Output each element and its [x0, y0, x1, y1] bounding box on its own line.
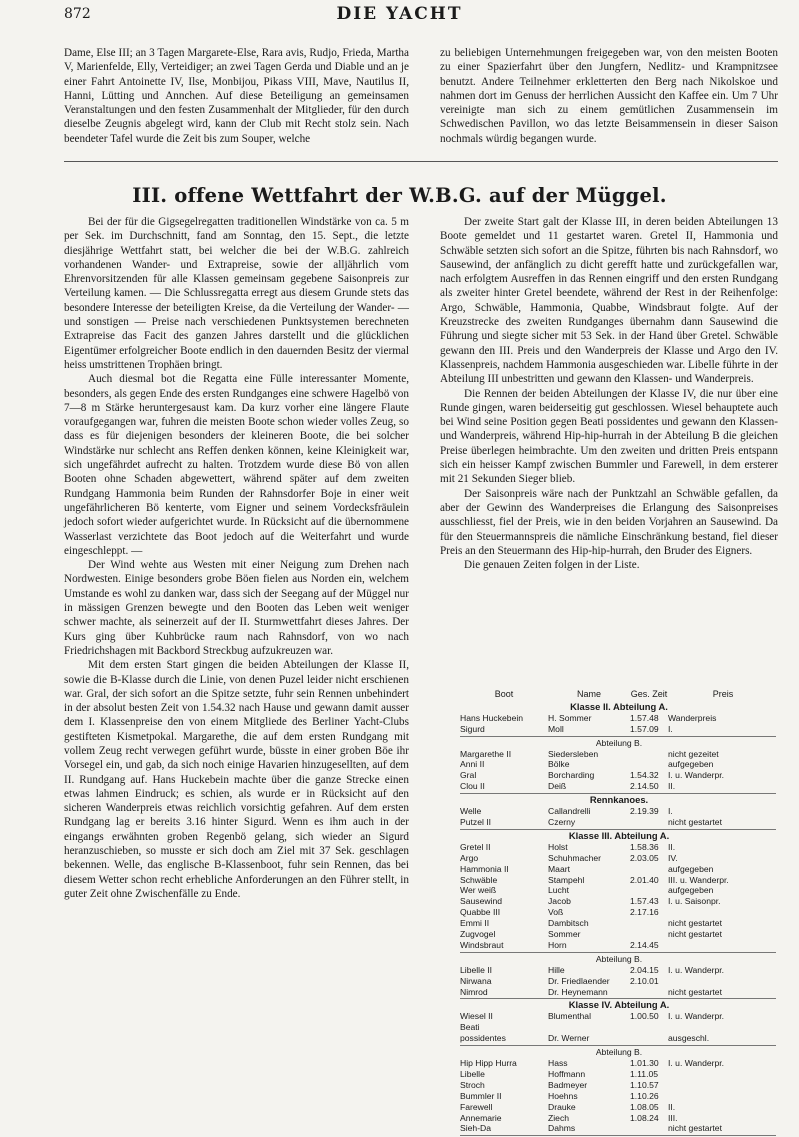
- table-cell: I.: [668, 723, 673, 734]
- table-cell: Libelle II: [460, 964, 493, 975]
- table-cell: Sausewind: [460, 896, 503, 907]
- table-cell: nicht gestartet: [668, 1123, 722, 1134]
- column-header: Name: [576, 689, 601, 699]
- table-row: [460, 1123, 790, 1134]
- table-row: [460, 965, 790, 976]
- table-cell: Jacob: [548, 896, 571, 907]
- table-cell: Siedersleben: [548, 748, 599, 759]
- table-cell: Gretel II: [460, 841, 491, 852]
- section-title: Abteilung B.: [595, 953, 643, 964]
- journal-title: DIE YACHT: [336, 4, 463, 24]
- table-row: [460, 1102, 790, 1113]
- paragraph: Bei der für die Gigsegelregatten traditionellen Windstärke von ca. 5 m per Sek. im Durchschnitt, fand am Sonntag, den 15. Sept., die letzte diesjährige Wettfahrt statt, bei welcher die bei der W.B.G. zahlreich vorhandenen Wander- und Extrapreise, sowie der alljährlich vom Ehrenvorsitzenden für alle Klassen gemeinsam gegebene Saisonpreis zur Verteilung kamen. — Die Schlussregatta erregt aus diesem Grunde stets das besondere Interesse der beteiligten Kreise, da die Verteilung der Wander- — und sonstigen — Preise nach verschiedenen Punktsystemen berechneten Extrapreise das Facit des ganzen Jahres darstellt und die glücklichen Eigentümer erfolgreicher Boote endlich in den dauernden Besitz der viermal heiss umstrittenen Trophäen bringt.: [64, 216, 409, 371]
- table-row: [460, 1091, 790, 1102]
- table-cell: Lucht: [548, 885, 570, 896]
- table-cell: Gral: [460, 770, 477, 781]
- table-rule: [460, 1135, 776, 1136]
- paragraph: Die genauen Zeiten folgen in der Liste.: [464, 559, 640, 572]
- column-header: Boot: [494, 689, 514, 699]
- table-cell: 1.57.43: [630, 896, 659, 907]
- top-left-column: [64, 46, 409, 146]
- table-row: [460, 1011, 790, 1022]
- table-cell: Margarethe II: [460, 748, 512, 759]
- section-divider: [64, 161, 778, 162]
- table-cell: Dr. Werner: [548, 1033, 590, 1044]
- table-cell: [668, 940, 778, 951]
- table-cell: [630, 864, 668, 875]
- table-cell: Wanderpreis: [668, 712, 717, 723]
- table-cell: Stampehl: [548, 874, 585, 885]
- table-cell: Hass: [548, 1058, 568, 1068]
- table-cell: Dambitsch: [548, 918, 589, 929]
- table-cell: 1.57.48: [630, 712, 659, 723]
- table-cell: 1.08.05: [630, 1101, 659, 1112]
- table-cell: Anni II: [460, 759, 485, 770]
- table-cell: Drauke: [548, 1101, 576, 1112]
- table-cell: nicht gestartet: [668, 816, 722, 827]
- table-cell: Hille: [548, 964, 565, 975]
- table-cell: [548, 1022, 630, 1033]
- table-cell: Wiesel II: [460, 1011, 493, 1022]
- results-table: [460, 689, 790, 1137]
- table-row: [460, 842, 790, 853]
- table-row: [460, 907, 790, 918]
- table-row: [460, 987, 790, 998]
- table-row: [460, 1113, 790, 1124]
- table-cell: Putzel II: [460, 816, 492, 827]
- table-cell: Welle: [460, 806, 482, 817]
- table-row: [460, 853, 790, 864]
- table-cell: 2.19.39: [630, 806, 659, 817]
- table-cell: Clou II: [460, 781, 485, 792]
- table-cell: 1.54.32: [630, 770, 659, 781]
- table-cell: Voß: [548, 907, 564, 918]
- table-cell: Wer weiß: [460, 885, 497, 896]
- table-cell: Bummler II: [460, 1090, 502, 1101]
- table-cell: Emmi II: [460, 918, 490, 929]
- table-row: [460, 770, 790, 781]
- table-cell: Hammonia II: [460, 863, 509, 874]
- table-row: [460, 806, 790, 817]
- table-cell: Quabbe III: [460, 907, 501, 918]
- table-row: [460, 864, 790, 875]
- table-cell: Moll: [548, 723, 564, 734]
- table-cell: I. u. Saisonpr.: [668, 896, 721, 907]
- table-cell: II.: [668, 781, 676, 792]
- table-cell: [630, 1123, 668, 1134]
- table-cell: nicht gestartet: [668, 986, 722, 997]
- table-cell: [630, 1022, 668, 1033]
- section-title: Abteilung B.: [595, 737, 643, 748]
- section-title: Rennkanoes.: [589, 794, 649, 806]
- table-row: [460, 749, 790, 760]
- table-cell: Maart: [548, 863, 570, 874]
- table-cell: 1.08.24: [630, 1112, 659, 1123]
- paragraph: Der zweite Start galt der Klasse III, in deren beiden Abteilungen 13 Boote gemeldet und 11 gestartet waren. Gretel II, Hammonia und Schwäble setzten sich sofort an die Spitze, führten bis nach Rahnsdorf, wo Sausewind, der anfänglich zu dicht gerefft hatte und zurückgefallen war, nach erfolgtem Ausreffen in das Rennen eingriff und den ersten Rundgang als zweiter hinter Gretel beendete, während der Rest in der Reihenfolge: Argo, Schwäble, Hammonia, Quabbe, Windsbraut folgte. Auf der Kreuzstrecke des zweiten Rundganges übernahm dann Sausewind die Führung und siegte sicher mit 53 Sek. in der Hand über Gretel. Schwäble gewann den III. Preis und den Wanderpreis der Klasse und Argo den IV. Klassenpreis, nachdem Hammonia ausgeschieden war. Libelle führte in der Abteilung III unbestritten und gewann den Klassen- und Wanderpreis.: [440, 216, 778, 386]
- table-header: [460, 689, 790, 700]
- table-cell: Farewell: [460, 1101, 493, 1112]
- paragraph: Mit dem ersten Start gingen die beiden Abteilungen der Klasse II, sowie die B-Klasse durch die Linie, von denen Puzel leider nicht erschienen war. Gral, der sich sofort an die Spitze setzte, fuhr sein Rennen unbehindert in der absolut besten Zeit von 1.54.32 nach Hause und gewann damit ausser dem I. Klassenpreise den von einem Mitgliede des Berliner Yacht-Clubs gestifteten Kismetpokal. Margarethe, die auf dem ersten Rundgang mit vollem Zeug recht verwegen geführt wurde, büsste in einer groben Böe ihr Vorsegel ein, und gab, da sich noch einige Havarien hinzugesellten, auf dem II. Rundgang auf. Hans Huckebein machte über die ganze Strecke einen etwas lahmen Eindruck; es schien, als wurde er in Rücksicht auf den sicheren Wanderpreis etwas reichlich vorsichtig gefahren. Auf dem ersten Rundgang lag er bereits 3.16 hinter Sigurd. Wenn es ihm auch in der eingangs erwähnten groben Regenbö gelang, sich wieder an Sigurd heranzuschieben, so musste er sich doch am Ziel mit 37 Sek. geschlagen bekennen. Welle, das englische B-Klassenboot, fuhr sein Rennen, das bei diesem Wetter schon recht erhebliche Anforderungen an den Führer stellt, in guter Zeit ohne Zwischenfälle zu Ende.: [64, 659, 409, 900]
- table-cell: [630, 918, 668, 929]
- table-cell: [668, 976, 778, 987]
- table-rule: [460, 1045, 776, 1046]
- table-cell: Schwäble: [460, 874, 498, 885]
- column-header: Ges. Zeit: [630, 689, 668, 699]
- table-cell: Stroch: [460, 1079, 485, 1090]
- table-cell: 2.14.45: [630, 939, 659, 950]
- table-cell: Hoehns: [548, 1090, 578, 1101]
- table-cell: Dr. Heynemann: [548, 986, 608, 997]
- table-row: [460, 885, 790, 896]
- table-cell: [668, 1080, 778, 1091]
- table-row: [460, 1022, 790, 1033]
- table-cell: Nimrod: [460, 986, 488, 997]
- table-cell: [668, 1069, 778, 1080]
- table-cell: Dr. Friedlaender: [548, 975, 610, 986]
- table-row: [460, 1033, 790, 1044]
- paragraph: Der Saisonpreis wäre nach der Punktzahl an Schwäble gefallen, da aber der Gewinn des Wanderpreises die Erlangung des Saisonpreises ausschliesst, fiel der Preis, wie in den beiden Vorjahren an Sausewind. Da für den Steuermannspreis die nämliche Einschränkung bestand, fiel dieser Preis an den Steuermann des Hip-hip-hurrah, den Bruder des Eigners.: [440, 487, 778, 557]
- table-cell: H. Sommer: [548, 712, 592, 723]
- paragraph: zu beliebigen Unternehmungen freigegeben war, von den meisten Booten zu einer Spazierfahrt über den Jungfern, Nedlitz- und Krampnitzsee benutzt. Andere Teilnehmer erkletterten den Berg nach Nikolskoe und nahmen dort im Genuss der herrlichen Aussicht den Kaffee ein. Um 7 Uhr vereinigte man sich zu einem gemütlichen Zusammensein im Schwedischen Pavillon, wo das letzte Beisammensein in dieser Saison nochmals würdig begangen wurde.: [440, 47, 778, 145]
- table-cell: 1.57.09: [630, 723, 659, 734]
- table-cell: 2.04.15: [630, 964, 659, 975]
- table-cell: 2.17.16: [630, 907, 659, 918]
- table-cell: 2.14.50: [630, 781, 659, 792]
- table-cell: [668, 1022, 778, 1033]
- table-cell: nicht gezeitet: [668, 748, 719, 759]
- table-cell: Deiß: [548, 781, 567, 792]
- table-row: [460, 940, 790, 951]
- table-cell: possidentes: [460, 1033, 506, 1044]
- table-row: [460, 929, 790, 940]
- paragraph: Auch diesmal bot die Regatta eine Fülle interessanter Momente, besonders, als gegen Ende des ersten Rundganges eine schwere Hagelbö von 7—8 m Stärke heruntergesaust kam. Da kurz vorher eine längere Flaute voraufgegangen war, fuhren die meisten Boote schon wieder volles Zeug, so dass es für diejenigen besonders der kleineren Boote, die bei solcher Windstärke nur schlecht ans Reffen denken können, keine Kleinigkeit war, sich ungefährdet aufrecht zu halten. Trotzdem wurde diese Bö von allen Booten ohne Schaden abgewettert, während später auf dem zweiten Rundgang Hammonia beim Runden der Rahnsdorfer Boje in einer weit ungefährlicheren Bö kenterte, vom Eigner und seinem Vordecksfräulein jedoch sofort wieder aufgerichtet wurde. In Rücksicht auf die übernommene Wasserlast verzichtete das Boot jedoch auf die Weiterfahrt und wurde eingeschleppt. —: [64, 373, 409, 557]
- table-cell: 1.01.30: [630, 1058, 659, 1068]
- table-cell: [630, 987, 668, 998]
- table-cell: Zugvogel: [460, 929, 496, 940]
- table-row: [460, 724, 790, 735]
- table-cell: II.: [668, 841, 676, 852]
- table-cell: Callandrelli: [548, 806, 591, 817]
- table-cell: 1.10.57: [630, 1079, 659, 1090]
- table-cell: I. u. Wanderpr.: [668, 964, 725, 975]
- table-cell: aufgegeben: [668, 863, 714, 874]
- table-cell: [630, 885, 668, 896]
- table-cell: [668, 1091, 778, 1102]
- table-cell: III. u. Wanderpr.: [668, 874, 729, 885]
- top-right-column: [440, 46, 778, 146]
- table-cell: Ziech: [548, 1112, 570, 1123]
- table-cell: aufgegeben: [668, 885, 714, 896]
- table-cell: 1.10.26: [630, 1090, 659, 1101]
- table-rule: [460, 736, 776, 737]
- table-row: [460, 918, 790, 929]
- table-cell: [630, 759, 668, 770]
- table-cell: 1.58.36: [630, 841, 659, 852]
- section-title: Klasse IV. Abteilung A.: [568, 999, 670, 1011]
- table-cell: [630, 749, 668, 760]
- main-right-column: [440, 215, 778, 572]
- column-header: Preis: [712, 689, 734, 699]
- paragraph: Dame, Else III; an 3 Tagen Margarete-Else, Rara avis, Rudjo, Frieda, Martha V, Marienfelde, Elly, Verteidiger; an zwei Tagen Gerda und Diable und an je einer Fahrt Antoinette IV, Ilse, Monbijou, Pikass VIII, Mave, Nautilus II, Hanni, Lütting und Annchen. Auf diese Beteiligung an gemeinsamen Veranstaltungen und den festen Zusammenhalt der Mitglieder, für den durch dieselbe Zeugnis abgelegt wird, kann der Club mit Recht stolz sein. Nach beendeter Tafel wurde die Zeit bis zum Souper, welche: [64, 47, 409, 145]
- main-left-column: [64, 215, 409, 901]
- table-cell: Hoffmann: [548, 1068, 586, 1079]
- table-row: [460, 1080, 790, 1091]
- table-cell: Sieh-Da: [460, 1123, 492, 1134]
- table-row: [460, 875, 790, 886]
- table-row: [460, 1069, 790, 1080]
- table-cell: IV.: [668, 852, 678, 863]
- table-row: [460, 976, 790, 987]
- table-cell: Badmeyer: [548, 1079, 588, 1090]
- table-cell: Holst: [548, 841, 568, 852]
- table-cell: nicht gestartet: [668, 929, 722, 940]
- table-cell: Libelle: [460, 1068, 485, 1079]
- article-headline: III. offene Wettfahrt der W.B.G. auf der Müggel.: [132, 184, 667, 207]
- table-cell: I. u. Wanderpr.: [668, 1058, 725, 1068]
- table-row: [460, 896, 790, 907]
- table-row: [460, 759, 790, 770]
- table-cell: aufgegeben: [668, 759, 714, 770]
- table-cell: 1.00.50: [630, 1011, 659, 1022]
- table-rule: [460, 952, 776, 953]
- table-cell: Windsbraut: [460, 939, 504, 950]
- table-cell: [630, 817, 668, 828]
- table-cell: Bölke: [548, 759, 570, 770]
- table-cell: Schuhmacher: [548, 852, 602, 863]
- table-cell: Annemarie: [460, 1112, 502, 1123]
- table-cell: 1.11.05: [630, 1068, 659, 1079]
- table-row: [460, 781, 790, 792]
- table-cell: Blumenthal: [548, 1011, 591, 1022]
- table-cell: I. u. Wanderpr.: [668, 1011, 725, 1022]
- table-row: [460, 713, 790, 724]
- table-cell: II.: [668, 1101, 676, 1112]
- section-title: Klasse II. Abteilung A.: [570, 700, 668, 712]
- table-cell: nicht gestartet: [668, 918, 722, 929]
- table-row: [460, 1058, 790, 1069]
- table-cell: Sigurd: [460, 723, 485, 734]
- table-cell: 2.01.40: [630, 874, 659, 885]
- table-cell: III.: [668, 1112, 678, 1123]
- table-row: [460, 817, 790, 828]
- table-cell: Argo: [460, 852, 479, 863]
- table-cell: Borcharding: [548, 770, 595, 781]
- table-cell: Dahms: [548, 1123, 576, 1134]
- table-cell: 2.03.05: [630, 852, 659, 863]
- paragraph: Die Rennen der beiden Abteilungen der Klasse IV, die nur über eine Runde gingen, waren beiderseitig gut geschlossen. Wiesel behauptete auch bei Wind seine Position gegen Beati possidentes und gewann den Klassen- und Wanderpreis, während Hip-hip-hurrah in der Abteilung B die gleichen Preise überlegen heimbrachte. Um den zweiten und dritten Preis entspann sich ein heisser Kampf zwischen Bummler und Farewell, in dem ersterer mit 21 Sekunden Sieger blieb.: [440, 387, 778, 486]
- table-cell: 2.10.01: [630, 975, 659, 986]
- table-cell: [668, 907, 778, 918]
- table-cell: Beati: [460, 1022, 480, 1033]
- table-cell: [630, 929, 668, 940]
- section-title: Abteilung B.: [595, 1047, 643, 1058]
- table-cell: Nirwana: [460, 975, 492, 986]
- table-cell: Sommer: [548, 929, 581, 940]
- table-cell: Hip Hipp Hurra: [460, 1058, 517, 1068]
- table-cell: ausgeschl.: [668, 1033, 710, 1044]
- table-cell: Horn: [548, 939, 567, 950]
- table-cell: Czerny: [548, 816, 576, 827]
- paragraph: Der Wind wehte aus Westen mit einer Neigung zum Drehen nach Nordwesten. Einige besonders grobe Böen fielen aus Norden ein, welchem Umstande es wohl zu danken war, dass sich der Seegang auf der Müggel nur in mässigen Grenzen bewegte und den Booten das Leben weit weniger schwer machte, als seinerzeit auf der II. Sturmwettfahrt dieses Jahres. Der Kurs ging über Kuhbrücke raum nach Rahnsdorf, von wo nach Friedrichshagen mit Backbord Streckbug aufzukreuzen war.: [64, 559, 409, 657]
- table-cell: I.: [668, 806, 673, 817]
- table-cell: [630, 1033, 668, 1044]
- table-cell: Hans Huckebein: [460, 712, 524, 723]
- section-title: Klasse III. Abteilung A.: [568, 829, 670, 841]
- page-number: 872: [64, 6, 91, 22]
- table-cell: I. u. Wanderpr.: [668, 770, 725, 781]
